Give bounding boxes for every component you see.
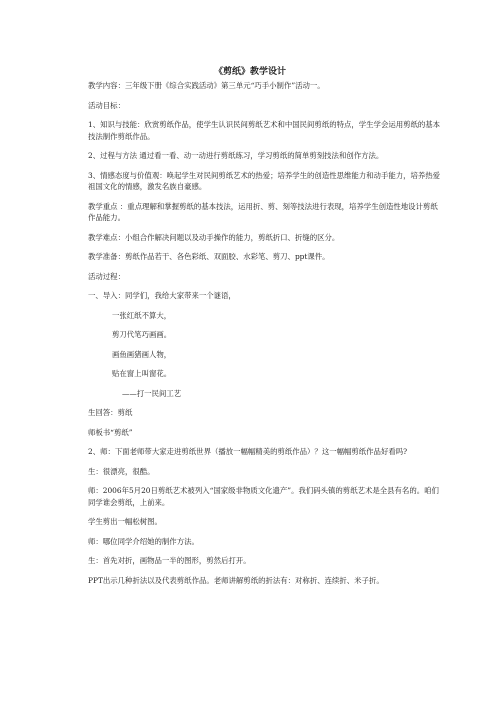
paragraph-student-method: 生：首先对折，画物品一半的图形，剪然后打开。 (88, 556, 251, 565)
paragraph-goals-heading: 活动目标： (88, 100, 125, 110)
riddle-line-3: 画鱼画猪画人物， (112, 349, 172, 359)
riddle-line-2: 剪刀代笔巧画画。 (112, 330, 172, 339)
paragraph-step-2: 2、师：下面老师带大家走进剪纸世界（播放一幅幅精美的剪纸作品）？这一幅幅剪纸作品好看吗? (88, 447, 408, 456)
riddle-line-4: 贴在窗上叫窗花。 (112, 369, 172, 378)
paragraph-process-heading: 活动过程： (88, 271, 125, 281)
paragraph-student-answer: 生回答：剪纸 (88, 408, 133, 417)
paragraph-student-reply: 生：很漂亮，很酷。 (88, 466, 155, 476)
paragraph-key-points: 教学重点 ：重点理解和掌握剪纸的基本技法，运用折、剪、刻等技法进行表现，培养学生创造性地设计剪纸作品能力。 (88, 201, 438, 222)
paragraph-intro: 一、导入：同学们，我给大家带来一个谜语， (88, 291, 236, 300)
paragraph-teacher-ask: 师：哪位同学介绍她的制作方法。 (88, 536, 199, 546)
paragraph-teacher-heritage: 师：2006年5月20日剪纸艺术被列入“国家级非物质文化遗产”。我们码头镇的剪纸艺术是全县有名的。咱们同学谁会剪纸，上前来。 (88, 486, 439, 507)
document-body (64, 80, 444, 586)
riddle-answer-hint: ——打一民间工艺 (122, 388, 182, 398)
paragraph-student-cut: 学生剪出一幅松树图。 (88, 517, 162, 526)
paragraph-board-writing: 师板书“剪纸” (88, 427, 133, 437)
paragraph-goal-2: 2、过程与方法 通过看一看、动一动进行剪纸练习，学习剪纸的简单剪刻技法和创作方法。 (88, 151, 384, 160)
document-title: 《剪纸》教学设计 (213, 67, 286, 77)
riddle-line-1: 一张红纸不算大， (112, 310, 172, 320)
paragraph-goal-1: 1、知识与技能：欣赏剪纸作品，使学生认识民间剪纸艺术和中国民间剪纸的特点，学生学会运用剪纸的基本技法制作剪纸作品。 (88, 120, 441, 141)
paragraph-ppt-folds: PPT出示几种折法以及代表剪纸作品。老师讲解剪纸的折法有：对称折、连续折、米子折。 (88, 575, 384, 585)
paragraph-teaching-content: 教学内容：三年级下册《综合实践活动》第三单元“巧手小制作”活动一。 (88, 81, 325, 90)
paragraph-difficulties: 教学难点：小组合作解决问题以及动手操作的能力，剪纸折口、折缝的区分。 (88, 232, 340, 242)
paragraph-goal-3: 3、情感态度与价值观：唤起学生对民间剪纸艺术的热爱；培养学生的创造性思维能力和动手能力，培养热爱祖国文化的情感，激发名族自豪感。 (88, 170, 441, 191)
paragraph-preparation: 教学准备：剪纸作品若干、各色彩纸、双面胶、水彩笔、剪刀、ppt课件。 (88, 252, 330, 261)
